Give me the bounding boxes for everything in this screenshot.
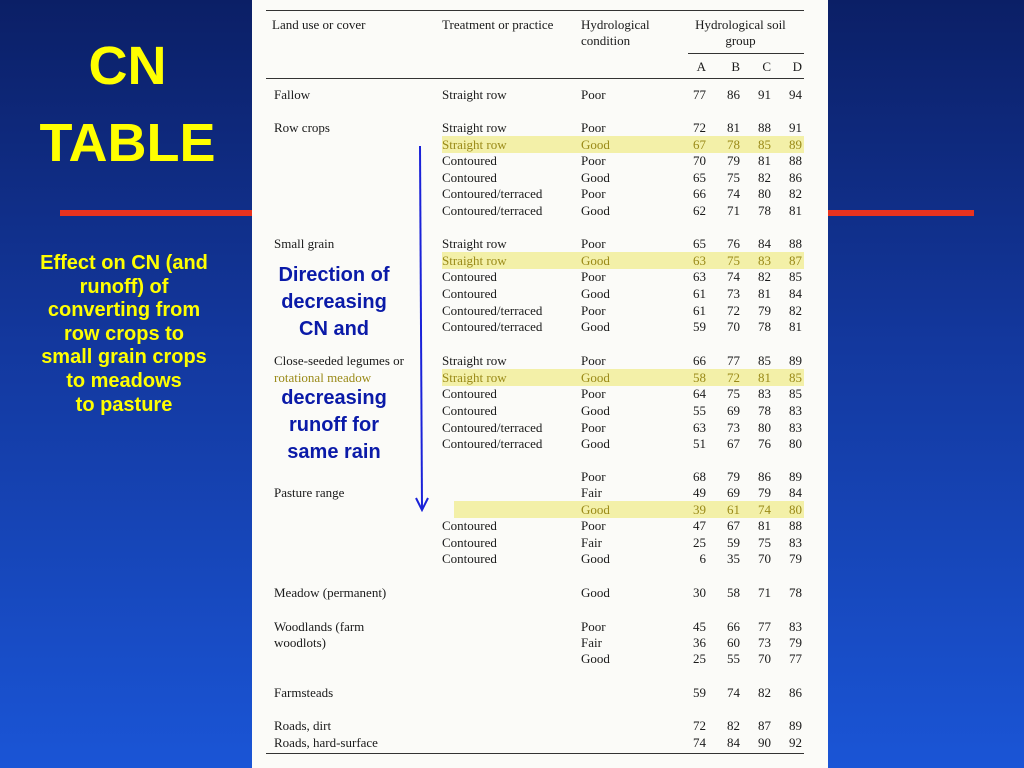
cell-group-d: 77 [789,651,802,666]
cell-land-use: woodlots) [274,635,326,650]
cell-group-c: 90 [758,735,771,750]
annotation-line: Direction of [278,264,390,286]
cell-condition: Poor [581,386,606,401]
cell-group-c: 85 [758,137,771,152]
down-arrow-icon [412,146,432,512]
annotation-line: same rain [287,440,381,463]
cell-treatment: Contoured/terraced [442,303,543,318]
cell-group-d: 82 [789,186,802,201]
cell-land-use: Farmsteads [274,685,334,700]
cell-condition: Poor [581,186,606,201]
cell-group-c: 80 [758,186,771,201]
cell-group-b: 59 [727,535,740,550]
cell-group-d: 79 [789,635,802,650]
cell-group-c: 81 [758,286,771,301]
cell-group-a: 36 [693,635,706,650]
cell-treatment: Straight row [442,137,507,152]
cell-group-d: 85 [789,370,802,385]
cell-group-a: 65 [693,236,706,251]
header-treatment: Treatment or practice [442,17,554,32]
cell-group-b: 76 [727,236,740,251]
cell-treatment: Straight row [442,353,507,368]
cell-treatment: Contoured/terraced [442,319,543,334]
cell-group-a: 67 [693,137,706,152]
cell-group-c: 78 [758,319,771,334]
cell-group-b: 75 [727,170,740,185]
header-group-b: B [731,59,740,74]
cell-group-d: 83 [789,619,802,634]
cell-group-c: 78 [758,403,771,418]
cell-condition: Good [581,370,610,385]
table-bottom-rule [266,753,804,754]
cell-treatment: Contoured/terraced [442,436,543,451]
slide-title-line: CN [88,36,167,96]
cell-group-c: 77 [758,619,771,634]
cell-treatment: Straight row [442,370,507,385]
cell-group-d: 92 [789,735,802,750]
cell-group-d: 83 [789,403,802,418]
cell-land-use: Row crops [274,120,330,135]
cell-treatment: Contoured [442,551,497,566]
cell-group-b: 74 [727,269,740,284]
cell-condition: Poor [581,269,606,284]
cell-group-a: 6 [699,551,706,566]
cell-group-b: 69 [727,485,740,500]
cell-group-a: 63 [693,420,706,435]
annotation-line: decreasing [281,290,387,313]
cell-group-b: 70 [727,319,740,334]
cell-group-c: 75 [758,535,771,550]
cell-group-b: 72 [727,303,740,318]
cell-group-c: 81 [758,153,771,168]
cell-group-a: 58 [693,370,706,385]
cell-group-c: 74 [758,502,771,517]
cell-treatment: Straight row [442,236,507,251]
cell-treatment: Contoured [442,170,497,185]
annotation-direction [258,262,410,342]
cell-condition: Poor [581,303,606,318]
cell-treatment: Contoured [442,153,497,168]
cell-group-d: 84 [789,485,802,500]
cell-group-a: 59 [693,685,706,700]
cell-land-use: Close-seeded legumes or [274,353,404,368]
cell-group-b: 58 [727,585,740,600]
cell-group-d: 80 [789,502,802,517]
header-soil-group-line: Hydrological soil [695,17,786,32]
table-top-rule [266,10,804,11]
annotation-line: runoff for [289,413,379,436]
cell-land-use: Fallow [274,87,311,102]
cell-group-a: 25 [693,535,706,550]
cell-land-use: Roads, dirt [274,718,332,733]
cell-group-b: 73 [727,420,740,435]
cell-treatment: Straight row [442,253,507,268]
cell-group-d: 89 [789,137,802,152]
cell-group-a: 61 [693,286,706,301]
cell-group-c: 82 [758,170,771,185]
cell-group-a: 70 [693,153,706,168]
cell-condition: Good [581,253,610,268]
cell-group-b: 67 [727,518,740,533]
cell-group-d: 86 [789,170,802,185]
cell-condition: Fair [581,535,602,550]
cell-group-d: 94 [789,87,802,102]
header-land-use: Land use or cover [272,17,366,32]
cell-group-c: 82 [758,269,771,284]
annotation-line: CN and [299,317,369,340]
cell-condition: Poor [581,153,606,168]
cell-group-c: 80 [758,420,771,435]
cell-group-a: 64 [693,386,706,401]
header-soil-group [688,17,793,49]
cell-land-use: rotational meadow [274,370,372,385]
cell-group-d: 84 [789,286,802,301]
cell-treatment: Contoured [442,269,497,284]
cell-group-a: 62 [693,203,706,218]
cell-group-c: 76 [758,436,771,451]
cell-group-a: 39 [693,502,706,517]
cell-condition: Good [581,551,610,566]
caption-line: to meadows [66,369,182,392]
header-group-c: C [762,59,771,74]
cell-group-b: 69 [727,403,740,418]
caption-line: converting from [47,299,201,322]
cell-treatment: Straight row [442,87,507,102]
cell-group-b: 78 [727,137,740,152]
cell-group-c: 79 [758,485,771,500]
cell-group-d: 88 [789,518,802,533]
cell-group-b: 71 [727,203,740,218]
cell-group-d: 91 [789,120,802,135]
cell-condition: Poor [581,619,606,634]
cell-group-c: 73 [758,635,771,650]
header-soil-group-line: group [725,33,756,48]
cell-group-a: 74 [693,735,706,750]
caption-line: Effect on CN (and [40,252,208,274]
cell-group-d: 78 [789,585,802,600]
cell-group-b: 60 [727,635,740,650]
cell-condition: Good [581,137,610,152]
cell-land-use: Small grain [274,236,335,251]
cell-group-d: 89 [789,353,802,368]
red-divider-left [60,210,252,216]
cell-group-a: 51 [693,436,706,451]
cell-group-d: 87 [789,253,802,268]
cell-group-b: 61 [727,502,740,517]
cell-group-b: 86 [727,87,740,102]
cell-group-c: 91 [758,87,771,102]
cell-group-c: 85 [758,353,771,368]
cell-condition: Good [581,436,610,451]
cell-group-d: 86 [789,685,802,700]
annotation-runoff [258,385,410,465]
cell-condition: Good [581,502,610,517]
annotation-line: decreasing [281,387,387,409]
cell-condition: Good [581,319,610,334]
slide-title [20,28,235,181]
cell-group-a: 25 [693,651,706,666]
caption-line: small grain crops [41,346,207,369]
cell-land-use: Pasture range [274,485,345,500]
cell-group-d: 80 [789,436,802,451]
cell-group-b: 77 [727,353,740,368]
cell-treatment: Contoured/terraced [442,186,543,201]
cell-treatment: Contoured [442,386,497,401]
cell-group-b: 67 [727,436,740,451]
cell-condition: Poor [581,87,606,102]
cell-group-a: 63 [693,269,706,284]
cell-group-b: 66 [727,619,740,634]
cell-group-b: 79 [727,469,740,484]
cell-treatment: Contoured [442,535,497,550]
cell-group-d: 81 [789,203,802,218]
cell-group-a: 30 [693,585,706,600]
cell-treatment: Contoured [442,286,497,301]
cell-group-d: 88 [789,153,802,168]
cell-group-b: 84 [727,735,740,750]
cell-group-c: 87 [758,718,771,733]
cell-group-a: 66 [693,186,706,201]
cell-group-d: 83 [789,535,802,550]
cell-group-b: 81 [727,120,740,135]
cell-group-b: 74 [727,186,740,201]
cell-group-a: 66 [693,353,706,368]
cell-group-d: 89 [789,469,802,484]
soil-group-rule [688,53,804,54]
cell-group-d: 79 [789,551,802,566]
red-divider-right [828,210,974,216]
cell-treatment: Contoured [442,403,497,418]
cell-group-c: 78 [758,203,771,218]
cell-group-a: 77 [693,87,706,102]
cell-land-use: Meadow (permanent) [274,585,387,600]
cell-group-d: 89 [789,718,802,733]
cell-group-a: 47 [693,518,706,533]
cell-group-a: 49 [693,485,706,500]
cell-group-a: 72 [693,120,706,135]
cell-condition: Fair [581,485,602,500]
cell-group-b: 55 [727,651,740,666]
header-hydro-condition-line: condition [581,33,631,48]
cell-group-b: 79 [727,153,740,168]
cell-group-d: 85 [789,269,802,284]
slide-title-line: TABLE [39,112,216,173]
cell-condition: Poor [581,236,606,251]
header-group-a: A [696,59,706,74]
cell-group-d: 85 [789,386,802,401]
header-hydro-condition [581,17,650,49]
cell-group-b: 75 [727,386,740,401]
cell-treatment: Straight row [442,120,507,135]
cell-group-b: 73 [727,286,740,301]
header-bottom-rule [266,78,804,79]
cell-treatment: Contoured/terraced [442,420,543,435]
cell-condition: Good [581,203,610,218]
caption-line: to pasture [75,393,173,416]
cell-group-b: 75 [727,253,740,268]
cell-group-a: 55 [693,403,706,418]
cell-group-d: 88 [789,236,802,251]
cell-condition: Fair [581,635,602,650]
cell-condition: Good [581,286,610,301]
caption-line: row crops to [63,322,184,345]
cell-condition: Poor [581,120,606,135]
cell-group-c: 81 [758,518,771,533]
cell-group-c: 86 [758,469,771,484]
cell-condition: Good [581,170,610,185]
cell-group-a: 72 [693,718,706,733]
slide-caption [8,252,240,417]
cell-group-d: 82 [789,303,802,318]
cell-treatment: Contoured/terraced [442,203,543,218]
header-group-d: D [792,59,802,74]
cell-group-c: 71 [758,585,771,600]
cell-group-c: 88 [758,120,771,135]
cell-group-b: 74 [727,685,740,700]
cell-group-a: 45 [693,619,706,634]
cell-group-c: 79 [758,303,771,318]
cell-condition: Poor [581,420,606,435]
cell-group-c: 83 [758,253,771,268]
cell-land-use: Woodlands (farm [274,619,365,634]
cell-condition: Good [581,651,610,666]
header-hydro-condition-line: Hydrological [581,17,650,32]
cell-group-c: 70 [758,651,771,666]
cell-group-a: 59 [693,319,706,334]
cell-condition: Good [581,585,610,600]
cell-land-use: Roads, hard-surface [274,735,378,750]
cell-group-a: 68 [693,469,706,484]
cell-condition: Good [581,403,610,418]
cell-group-c: 81 [758,370,771,385]
cell-group-d: 83 [789,420,802,435]
cell-treatment: Contoured [442,518,497,533]
cell-group-b: 82 [727,718,740,733]
cell-group-c: 82 [758,685,771,700]
cell-condition: Poor [581,469,606,484]
cn-table-document [252,0,828,768]
cell-group-a: 65 [693,170,706,185]
cell-group-c: 83 [758,386,771,401]
cell-group-a: 61 [693,303,706,318]
cell-group-c: 84 [758,236,771,251]
cell-condition: Poor [581,353,606,368]
caption-line: runoff) of [79,275,169,298]
cell-condition: Poor [581,518,606,533]
cell-group-a: 63 [693,253,706,268]
cell-group-b: 72 [727,370,740,385]
cell-group-d: 81 [789,319,802,334]
cell-group-c: 70 [758,551,771,566]
cell-group-b: 35 [727,551,740,566]
